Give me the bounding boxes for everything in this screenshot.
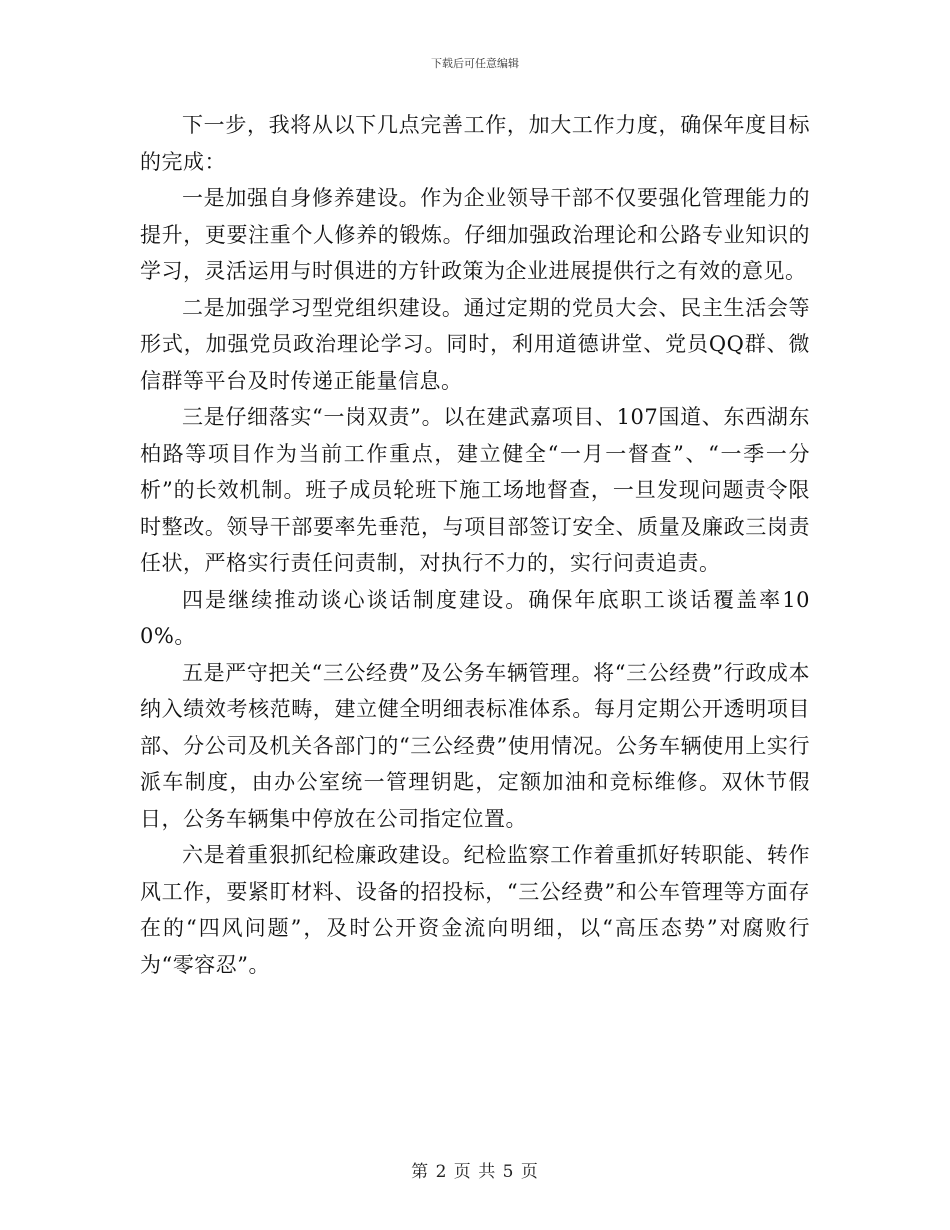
paragraph-intro: 下一步，我将从以下几点完善工作，加大工作力度，确保年度目标的完成：	[140, 113, 810, 174]
document-body	[140, 107, 810, 983]
page-number-footer: 第 2 页 共 5 页	[411, 1162, 539, 1182]
page-header: 下载后可任意编辑	[431, 57, 519, 70]
paragraph-item-3: 三是仔细落实“一岗双责”。以在建武嘉项目、107国道、东西湖东柏路等项目作为当前工作重点，建立健全“一月一督查”、“一季一分析”的长效机制。班子成员轮班下施工场地督查，一旦发现问题责令限时整改。领导干部要率先垂范，与项目部签订安全、质量及廉政三岗责任状，严格实行责任问责制，对执行不力的，实行问责追责。	[140, 405, 810, 575]
paragraph-item-4: 四是继续推动谈心谈话制度建设。确保年底职工谈话覆盖率100%。	[140, 587, 810, 648]
paragraph-item-1: 一是加强自身修养建设。作为企业领导干部不仅要强化管理能力的提升，更要注重个人修养的锻炼。仔细加强政治理论和公路专业知识的学习，灵活运用与时俱进的方针政策为企业进展提供行之有效的意见。	[140, 186, 810, 283]
paragraph-item-2: 二是加强学习型党组织建设。通过定期的党员大会、民主生活会等形式，加强党员政治理论学习。同时，利用道德讲堂、党员QQ群、微信群等平台及时传递正能量信息。	[140, 295, 810, 393]
paragraph-item-6: 六是着重狠抓纪检廉政建设。纪检监察工作着重抓好转职能、转作风工作，要紧盯材料、设备的招投标，“三公经费”和公车管理等方面存在的“四风问题”，及时公开资金流向明细，以“高压态势”对腐败行为“零容忍”。	[140, 843, 810, 977]
paragraph-item-5: 五是严守把关“三公经费”及公务车辆管理。将“三公经费”行政成本纳入绩效考核范畴，建立健全明细表标准体系。每月定期公开透明项目部、分公司及机关各部门的“三公经费”使用情况。公务车辆使用上实行派车制度，由办公室统一管理钥匙，定额加油和竞标维修。双休节假日，公务车辆集中停放在公司指定位置。	[140, 660, 810, 831]
